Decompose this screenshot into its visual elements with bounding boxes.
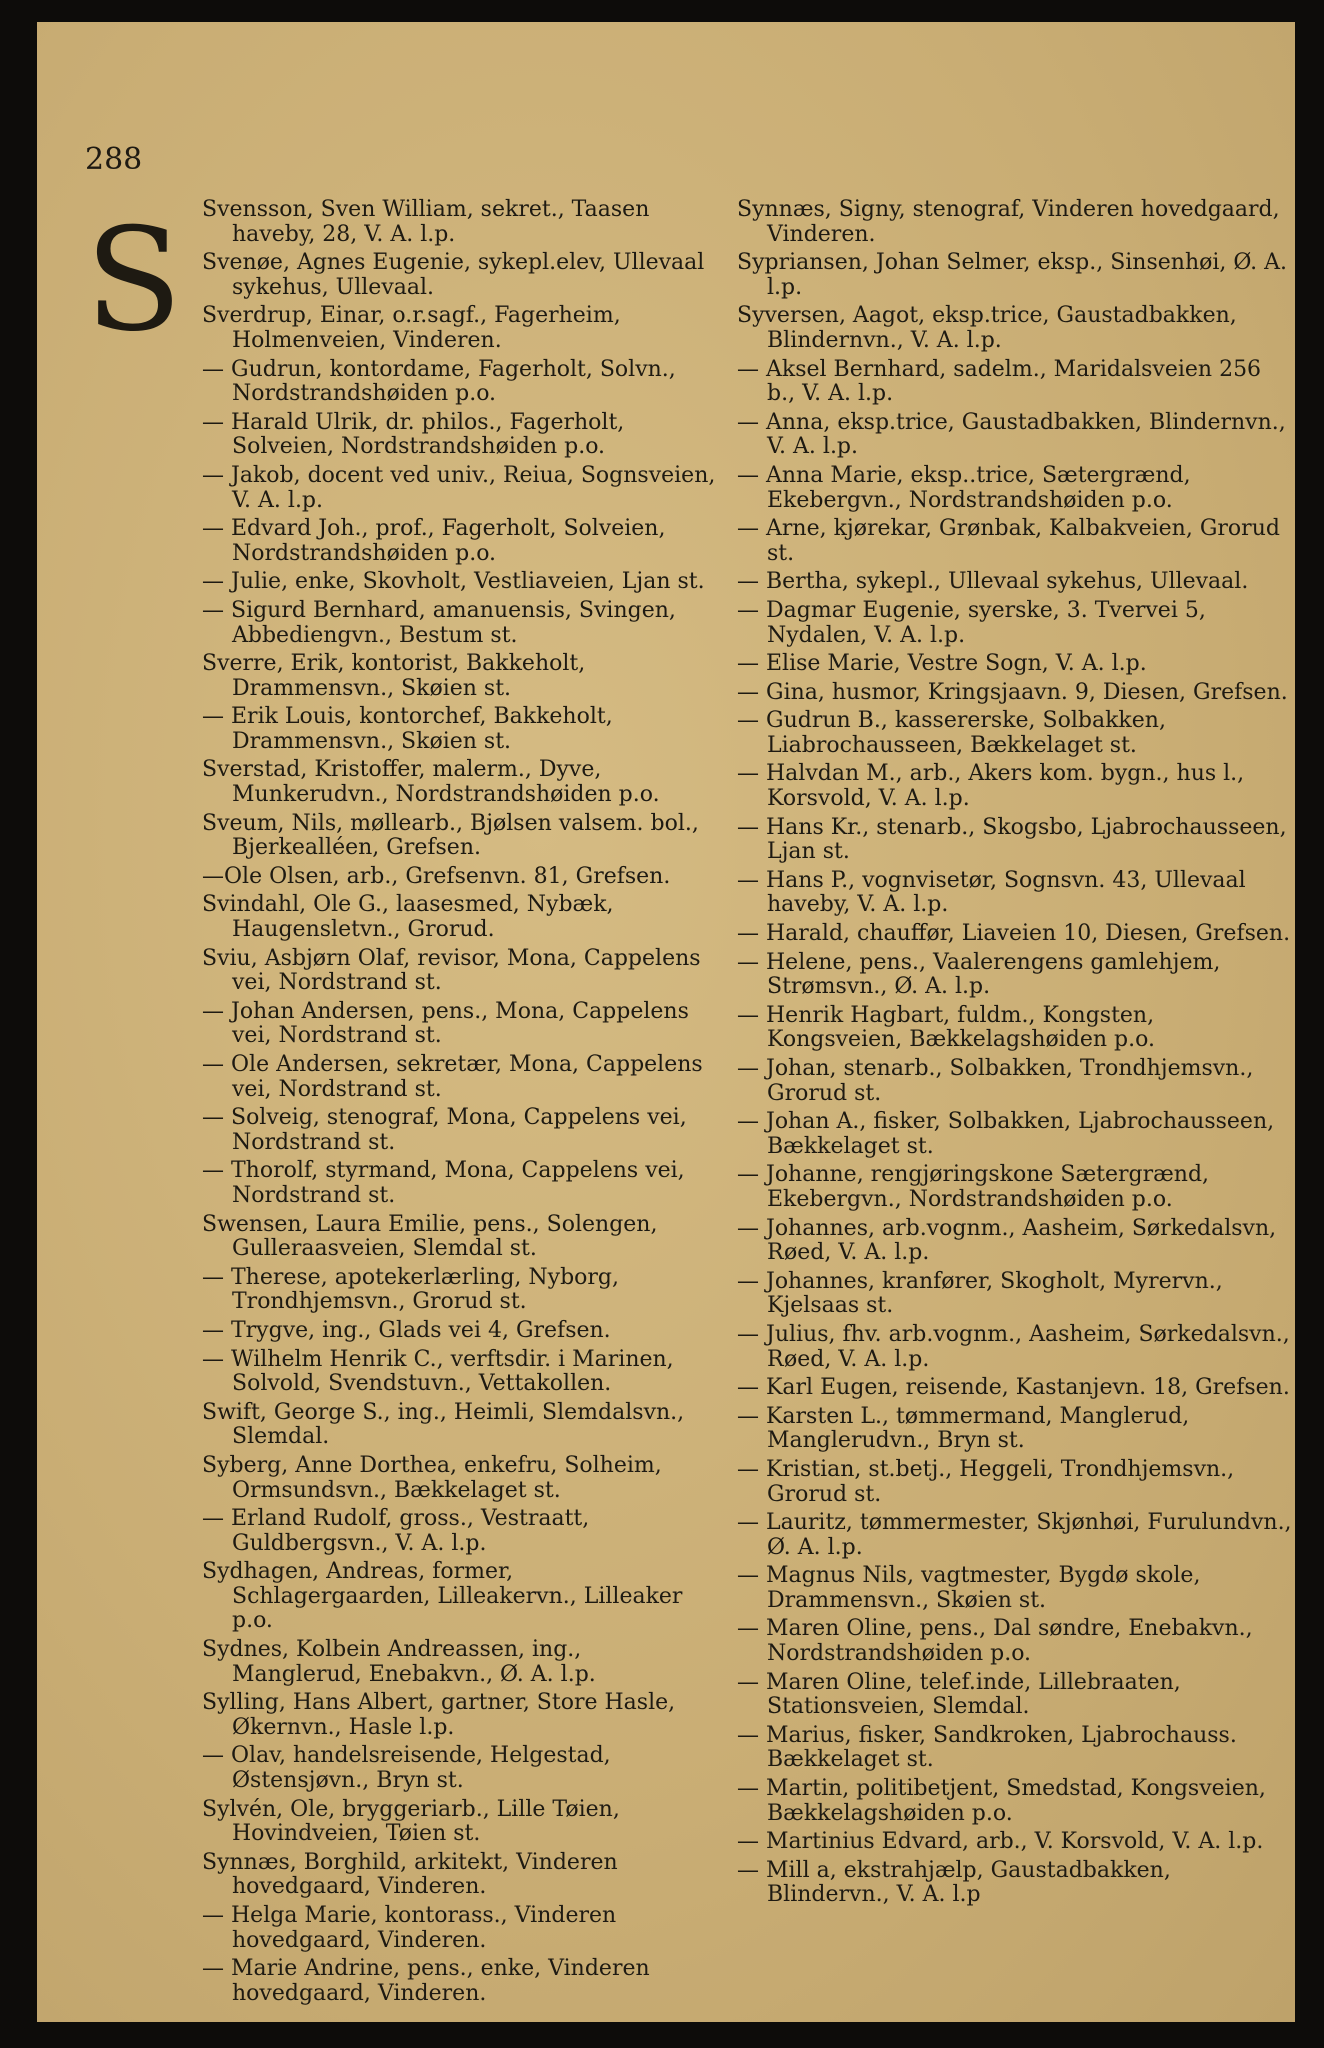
directory-entry: — Solveig, stenograf, Mona, Cappelens vei, Nordstrand st. bbox=[202, 1105, 687, 1155]
directory-entry: Sviu, Asbjørn Olaf, revisor, Mona, Cappelens vei, Nordstrand st. bbox=[202, 945, 701, 996]
section-letter: S bbox=[85, 198, 183, 363]
directory-entry: — Olav, handelsreisende, Helgestad, Østensjøvn., Bryn st. bbox=[202, 1743, 611, 1794]
directory-entry: — Marius, fisker, Sandkroken, Ljabrochauss. Bækkelaget st. bbox=[737, 1722, 1237, 1773]
directory-entry: Sylvén, Ole, bryggeriarb., Lille Tøien, Hovindveien, Tøien st. bbox=[202, 1796, 620, 1847]
directory-entry: — Aksel Bernhard, sadelm., Maridalsveien 256 b., V. A. l.p. bbox=[737, 356, 1262, 407]
directory-entry: — Erik Louis, kontorchef, Bakkeholt, Drammensvn., Skøien st. bbox=[202, 704, 613, 754]
directory-entry: Svindahl, Ole G., laasesmed, Nybæk, Haugensletvn., Grorud. bbox=[202, 892, 614, 943]
directory-entry: Svenøe, Agnes Eugenie, sykepl.elev, Ullevaal sykehus, Ullevaal. bbox=[202, 250, 705, 300]
directory-entry: Sylling, Hans Albert, gartner, Store Hasle, Økernvn., Hasle l.p. bbox=[202, 1690, 676, 1740]
directory-entry: — Mill a, ekstrahjælp, Gaustadbakken, Blindervn., V. A. l.p bbox=[737, 1857, 1171, 1908]
directory-entry: Swift, George S., ing., Heimli, Slemdalsvn., Slemdal. bbox=[202, 1399, 685, 1450]
directory-entry: — Erland Rudolf, gross., Vestraatt, Guldbergsvn., V. A. l.p. bbox=[202, 1506, 590, 1556]
directory-entry: — Wilhelm Henrik C., verftsdir. i Marinen, Solvold, Svendstuvn., Vettakollen. bbox=[202, 1346, 674, 1397]
directory-entry: — Johan Andersen, pens., Mona, Cappelens vei, Nordstrand st. bbox=[202, 998, 689, 1049]
directory-entry: Syberg, Anne Dorthea, enkefru, Solheim, Ormsundsvn., Bækkelaget st. bbox=[202, 1452, 662, 1503]
directory-entry: — Anna, eksp.trice, Gaustadbakken, Blindernvn., V. A. l.p. bbox=[737, 409, 1286, 460]
directory-entry: — Johannes, kranfører, Skogholt, Myrervn., Kjelsaas st. bbox=[737, 1268, 1223, 1319]
directory-entry: — Jakob, docent ved univ., Reiua, Sognsveien, V. A. l.p. bbox=[202, 462, 716, 513]
directory-entry: — Johanne, rengjøringskone Sætergrænd, Ekebergvn., Nordstrandshøiden p.o. bbox=[737, 1162, 1210, 1212]
directory-entry: — Magnus Nils, vagtmester, Bygdø skole, Drammensvn., Skøien st. bbox=[737, 1563, 1201, 1613]
directory-entry: — Helga Marie, kontorass., Vinderen hovedgaard, Vinderen. bbox=[202, 1903, 617, 1953]
directory-entry: — Arne, kjørekar, Grønbak, Kalbakveien, Grorud st. bbox=[737, 516, 1280, 566]
directory-entry: — Martin, politibetjent, Smedstad, Kongsveien, Bækkelagshøiden p.o. bbox=[737, 1776, 1266, 1826]
directory-entry: — Bertha, sykepl., Ullevaal sykehus, Ullevaal. bbox=[737, 569, 1249, 595]
right-column bbox=[737, 198, 1292, 1912]
directory-entry: Synnæs, Signy, stenograf, Vinderen hovedgaard, Vinderen. bbox=[737, 197, 1280, 247]
directory-entry: — Gina, husmor, Kringsjaavn. 9, Diesen, Grefsen. bbox=[737, 679, 1288, 705]
directory-entry: — Maren Oline, telef.inde, Lillebraaten, Stationsveien, Slemdal. bbox=[737, 1669, 1181, 1720]
directory-entry: Sverstad, Kristoffer, malerm., Dyve, Munkerudvn., Nordstrandshøiden p.o. bbox=[202, 757, 660, 808]
directory-entry: — Harald Ulrik, dr. philos., Fagerholt, Solveien, Nordstrandshøiden p.o. bbox=[202, 409, 625, 460]
directory-entry: — Johan, stenarb., Solbakken, Trondhjemsvn., Grorud st. bbox=[737, 1056, 1254, 1106]
directory-entry: Syversen, Aagot, eksp.trice, Gaustadbakken, Blindernvn., V. A. l.p. bbox=[737, 303, 1237, 353]
directory-entry: — Edvard Joh., prof., Fagerholt, Solveien, Nordstrandshøiden p.o. bbox=[202, 516, 666, 566]
directory-entry: Sverre, Erik, kontorist, Bakkeholt, Drammensvn., Skøien st. bbox=[202, 651, 586, 701]
directory-entry: Sydnes, Kolbein Andreassen, ing., Manglerud, Enebakvn., Ø. A. l.p. bbox=[202, 1637, 596, 1687]
directory-entry: — Marie Andrine, pens., enke, Vinderen hovedgaard, Vinderen. bbox=[202, 1956, 650, 2006]
directory-entry: — Elise Marie, Vestre Sogn, V. A. l.p. bbox=[737, 651, 1147, 677]
directory-entry: — Martinius Edvard, arb., V. Korsvold, V. A. l.p. bbox=[737, 1829, 1264, 1855]
directory-entry: — Harald, chauffør, Liaveien 10, Diesen, Grefsen. bbox=[737, 921, 1291, 947]
directory-entry: — Johan A., fisker, Solbakken, Ljabrochausseen, Bækkelaget st. bbox=[737, 1109, 1275, 1159]
directory-entry: — Maren Oline, pens., Dal søndre, Enebakvn., Nordstrandshøiden p.o. bbox=[737, 1616, 1253, 1667]
directory-entry: — Hans Kr., stenarb., Skogsbo, Ljabrochausseen, Ljan st. bbox=[737, 814, 1287, 865]
directory-entry: — Halvdan M., arb., Akers kom. bygn., hus l., Korsvold, V. A. l.p. bbox=[737, 761, 1245, 812]
directory-entry: Synnæs, Borghild, arkitekt, Vinderen hovedgaard, Vinderen. bbox=[202, 1849, 618, 1900]
directory-entry: — Karl Eugen, reisende, Kastanjevn. 18, Grefsen. bbox=[737, 1375, 1290, 1401]
directory-entry: — Therese, apotekerlærling, Nyborg, Trondhjemsvn., Grorud st. bbox=[202, 1264, 620, 1315]
directory-entry: Sydhagen, Andreas, former, Schlagergaarden, Lilleakervn., Lilleaker p.o. bbox=[202, 1559, 683, 1634]
directory-entry: — Julius, fhv. arb.vognm., Aasheim, Sørkedalsvn., Røed, V. A. l.p. bbox=[737, 1321, 1290, 1372]
directory-entry: — Thorolf, styrmand, Mona, Cappelens vei, Nordstrand st. bbox=[202, 1158, 685, 1208]
directory-entry: — Hans P., vognvisetør, Sognsvn. 43, Ullevaal haveby, V. A. l.p. bbox=[737, 867, 1246, 918]
directory-entry: — Lauritz, tømmermester, Skjønhøi, Furulundvn., Ø. A. l.p. bbox=[737, 1510, 1292, 1560]
directory-page bbox=[37, 22, 1295, 2022]
page-number: 288 bbox=[85, 142, 143, 177]
directory-entry: — Kristian, st.betj., Heggeli, Trondhjemsvn., Grorud st. bbox=[737, 1456, 1235, 1507]
directory-entry: — Trygve, ing., Glads vei 4, Grefsen. bbox=[202, 1317, 611, 1343]
directory-entry: Sveum, Nils, møllearb., Bjølsen valsem. bol., Bjerkealléen, Grefsen. bbox=[202, 810, 699, 861]
directory-entry: Sverdrup, Einar, o.r.sagf., Fagerheim, Holmenveien, Vinderen. bbox=[202, 303, 621, 353]
directory-entry: — Johannes, arb.vognm., Aasheim, Sørkedalsvn, Røed, V. A. l.p. bbox=[737, 1215, 1277, 1266]
directory-entry: — Henrik Hagbart, fuldm., Kongsten, Kongsveien, Bækkelagshøiden p.o. bbox=[737, 1002, 1155, 1053]
directory-entry: — Helene, pens., Vaalerengens gamlehjem, Strømsvn., Ø. A. l.p. bbox=[737, 949, 1221, 1000]
left-column bbox=[202, 198, 717, 2010]
directory-entry: — Julie, enke, Skovholt, Vestliaveien, Ljan st. bbox=[202, 569, 705, 595]
directory-entry: — Dagmar Eugenie, syerske, 3. Tvervei 5, Nydalen, V. A. l.p. bbox=[737, 597, 1206, 648]
directory-entry: — Karsten L., tømmermand, Manglerud, Manglerudvn., Bryn st. bbox=[737, 1403, 1190, 1454]
directory-entry: — Gudrun, kontordame, Fagerholt, Solvn., Nordstrandshøiden p.o. bbox=[202, 356, 676, 407]
directory-entry: — Anna Marie, eksp..trice, Sætergrænd, Ekebergvn., Nordstrandshøiden p.o. bbox=[737, 462, 1191, 513]
directory-entry: — Sigurd Bernhard, amanuensis, Svingen, Abbediengvn., Bestum st. bbox=[202, 597, 676, 648]
directory-entry: —Ole Olsen, arb., Grefsenvn. 81, Grefsen. bbox=[202, 863, 671, 889]
directory-entry: Sypriansen, Johan Selmer, eksp., Sinsenhøi, Ø. A. l.p. bbox=[737, 250, 1287, 300]
directory-entry: — Gudrun B., kassererske, Solbakken, Liabrochausseen, Bækkelaget st. bbox=[737, 708, 1166, 758]
directory-entry: Swensen, Laura Emilie, pens., Solengen, Gulleraasveien, Slemdal st. bbox=[202, 1211, 658, 1262]
directory-entry: — Ole Andersen, sekretær, Mona, Cappelens vei, Nordstrand st. bbox=[202, 1052, 703, 1102]
directory-entry: Svensson, Sven William, sekret., Taasen haveby, 28, V. A. l.p. bbox=[202, 197, 650, 247]
